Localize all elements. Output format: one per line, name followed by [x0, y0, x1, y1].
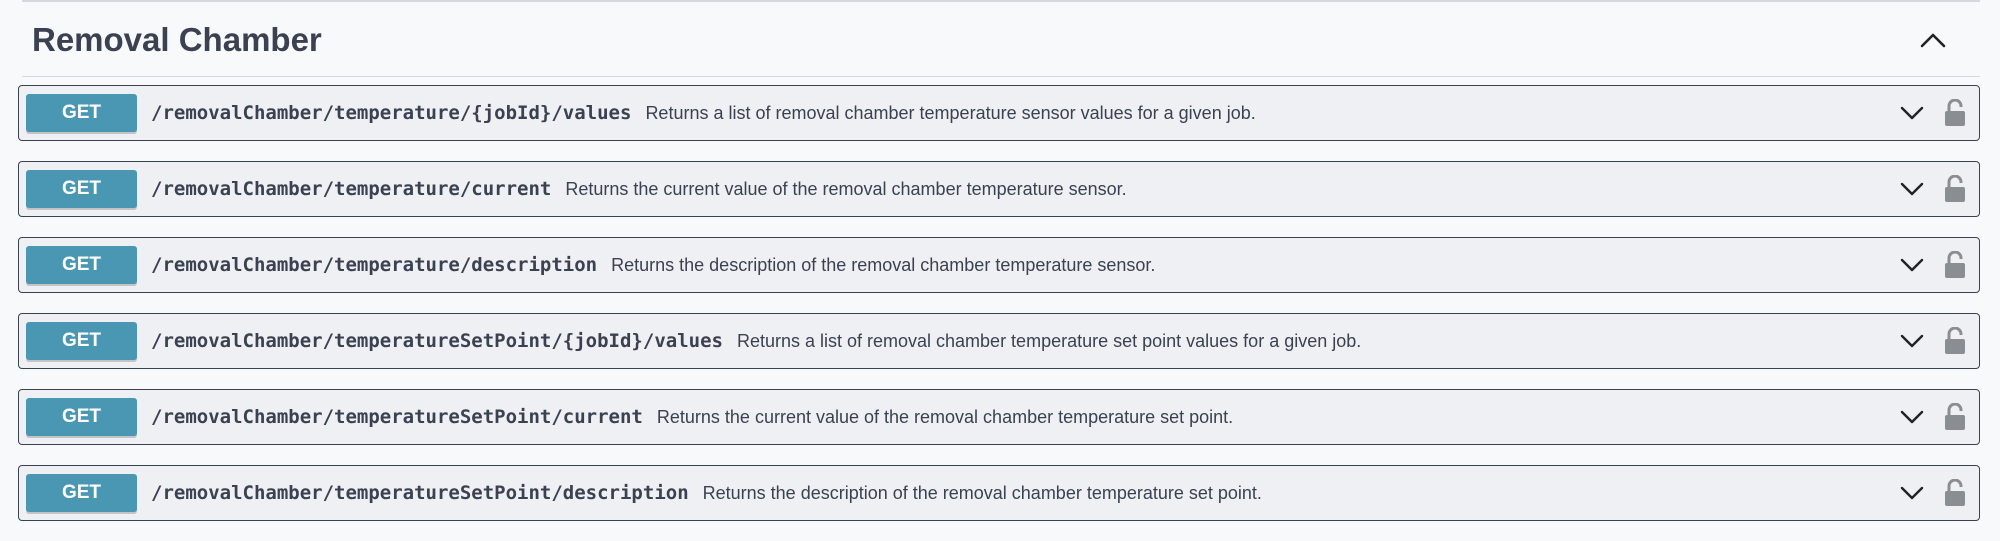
- lock-open-icon[interactable]: [1941, 174, 1969, 204]
- operation-path: /removalChamber/temperature/{jobId}/values: [151, 102, 632, 124]
- section-title: Removal Chamber: [32, 21, 322, 58]
- operation-row[interactable]: [18, 465, 1980, 521]
- operation-description: Returns the description of the removal chamber temperature sensor.: [611, 254, 1156, 275]
- operation-row[interactable]: [18, 161, 1980, 217]
- top-divider: [22, 0, 1980, 2]
- operation-path: /removalChamber/temperatureSetPoint/current: [151, 406, 643, 428]
- lock-open-icon[interactable]: [1941, 478, 1969, 508]
- method-badge: GET: [26, 170, 137, 208]
- method-badge: GET: [26, 322, 137, 360]
- method-badge: GET: [26, 398, 137, 436]
- method-badge: GET: [26, 94, 137, 132]
- lock-open-icon[interactable]: [1941, 402, 1969, 432]
- chevron-down-icon[interactable]: [1897, 478, 1927, 508]
- chevron-down-icon[interactable]: [1897, 326, 1927, 356]
- operation-description: Returns the current value of the removal chamber temperature sensor.: [565, 178, 1127, 199]
- method-badge: GET: [26, 246, 137, 284]
- operations-list: [18, 85, 1980, 541]
- operation-path: /removalChamber/temperature/current: [151, 178, 552, 200]
- chevron-up-icon[interactable]: [1916, 23, 1950, 57]
- lock-open-icon[interactable]: [1941, 326, 1969, 356]
- lock-open-icon[interactable]: [1941, 250, 1969, 280]
- operation-path: /removalChamber/temperatureSetPoint/{jobId}/values: [151, 330, 723, 352]
- chevron-down-icon[interactable]: [1897, 174, 1927, 204]
- method-badge: GET: [26, 474, 137, 512]
- section-header-removal-chamber[interactable]: [22, 4, 1980, 77]
- operation-path: /removalChamber/temperatureSetPoint/description: [151, 482, 689, 504]
- operation-row[interactable]: [18, 389, 1980, 445]
- operation-row[interactable]: [18, 313, 1980, 369]
- operation-row[interactable]: [18, 85, 1980, 141]
- operation-path: /removalChamber/temperature/description: [151, 254, 598, 276]
- lock-open-icon[interactable]: [1941, 98, 1969, 128]
- operation-description: Returns a list of removal chamber temperature set point values for a given job.: [736, 330, 1362, 351]
- operation-row[interactable]: [18, 237, 1980, 293]
- chevron-down-icon[interactable]: [1897, 402, 1927, 432]
- chevron-down-icon[interactable]: [1897, 98, 1927, 128]
- operation-description: Returns the description of the removal chamber temperature set point.: [702, 482, 1262, 503]
- operation-description: Returns the current value of the removal chamber temperature set point.: [656, 406, 1234, 427]
- operation-description: Returns a list of removal chamber temperature sensor values for a given job.: [645, 102, 1256, 123]
- chevron-down-icon[interactable]: [1897, 250, 1927, 280]
